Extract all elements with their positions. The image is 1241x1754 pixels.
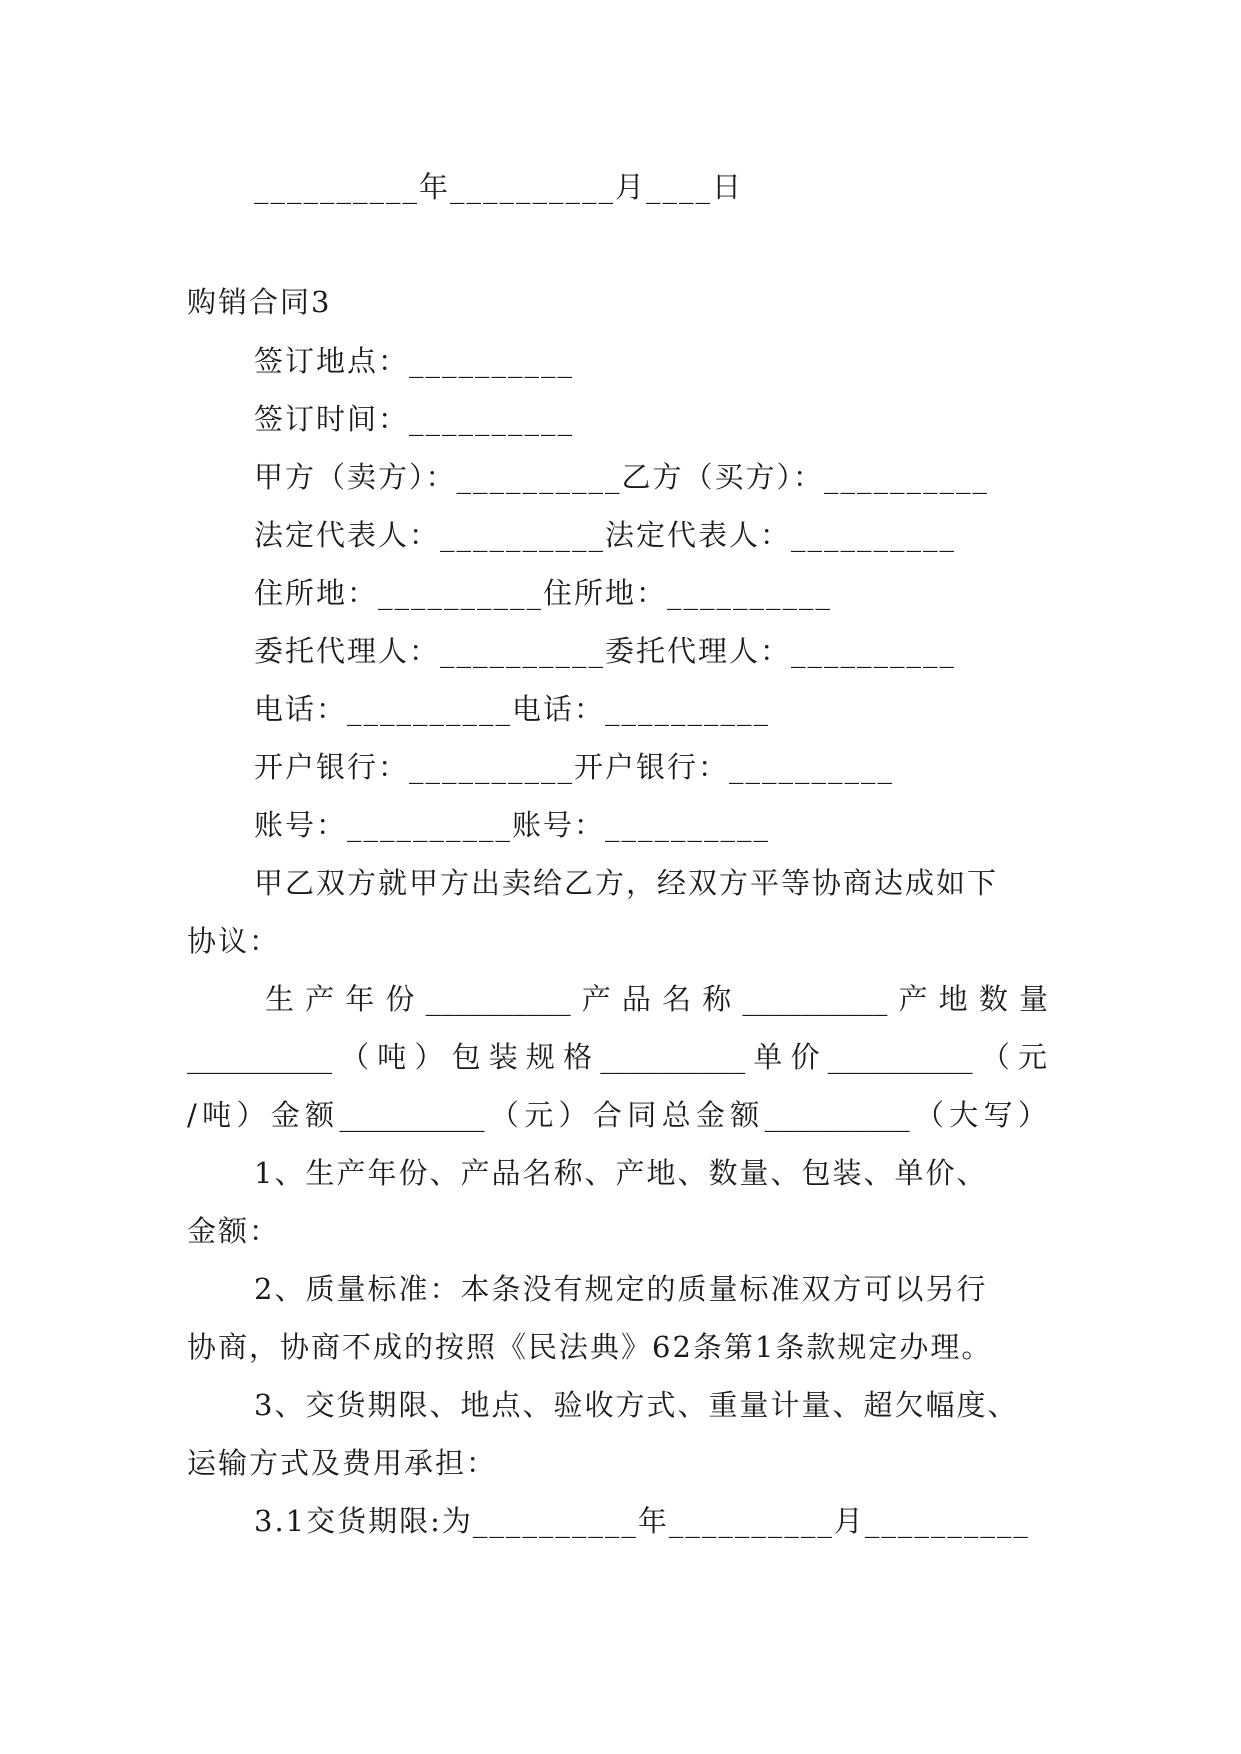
clause-3-line: 3、交货期限、地点、验收方式、重量计量、超欠幅度、 [254,1388,1019,1422]
clause-3-cont: 运输方式及费用承担： [187,1446,498,1480]
bank-line: 开户银行：__________开户银行：__________ [254,750,895,784]
clause-3-1-line: 3.1交货期限:为__________年__________月__________ [254,1504,1030,1538]
address-line: 住所地：__________住所地：__________ [254,576,833,610]
product-line-3: /吨）金额__________（元）合同总金额__________（大写） [187,1098,1047,1132]
clause-2-line: 2、质量标准：本条没有规定的质量标准双方可以另行 [254,1272,988,1306]
clause-1-cont: 金额： [187,1214,281,1248]
phone-line: 电话：__________电话：__________ [254,692,771,726]
clause-1-line: 1、生产年份、产品名称、产地、数量、包装、单价、 [254,1156,988,1190]
parties-line: 甲方（卖方）：__________乙方（买方）：__________ [254,460,990,494]
agreement-intro-line: 甲乙双方就甲方出卖给乙方，经双方平等协商达成如下 [254,866,999,900]
account-line: 账号：__________账号：__________ [254,808,771,842]
signing-time-line: 签订时间：__________ [254,402,575,436]
clause-2-cont: 协商，协商不成的按照《民法典》62条第1条款规定办理。 [187,1330,993,1364]
legal-rep-line: 法定代表人：__________法定代表人：__________ [254,518,957,552]
signing-place-line: 签订地点：__________ [254,344,575,378]
product-line-1: 生产年份__________产品名称__________产地数量 [265,982,1048,1016]
date-line: __________年__________月____日 [254,170,744,204]
agent-line: 委托代理人：__________委托代理人：__________ [254,634,957,668]
product-line-2: __________（吨）包装规格__________单价__________（元 [187,1040,1047,1074]
agreement-intro-cont: 协议： [187,924,281,958]
section-title: 购销合同3 [187,285,332,319]
